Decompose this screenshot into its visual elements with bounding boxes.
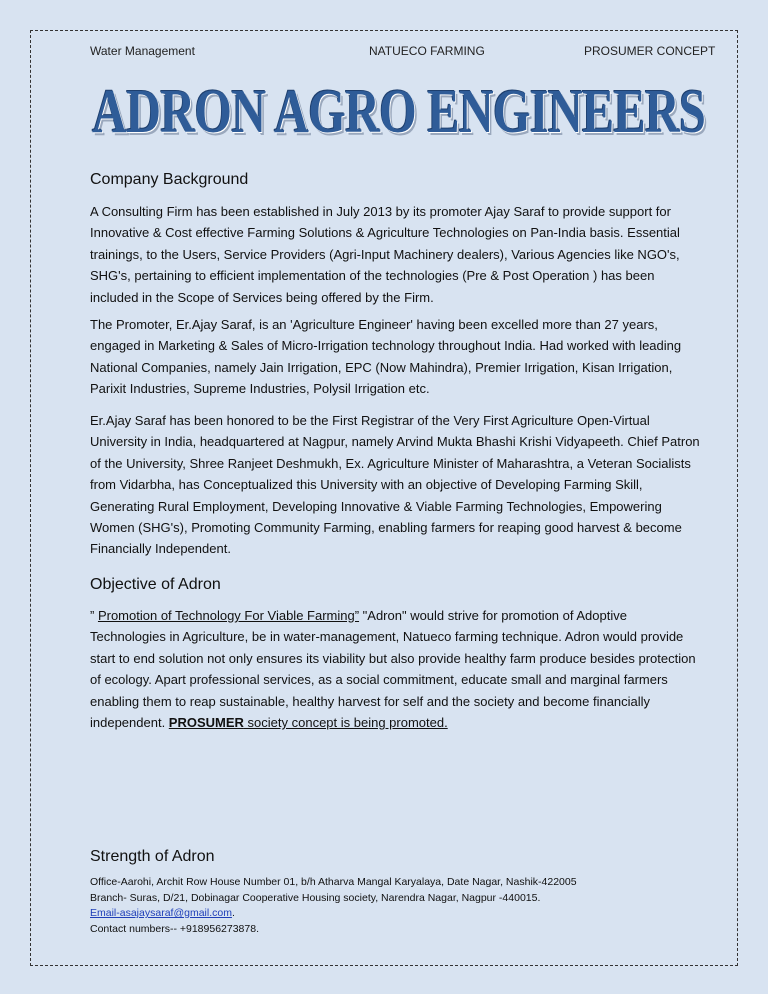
email-tail: . [231, 907, 235, 919]
background-paragraph-3: Er.Ajay Saraf has been honored to be the First Registrar of the Very First Agriculture Open-Virtual University in India, headquartered at Nagpur, namely Arvind Mukta Bhashi Krishi Vidyapeeth. Chief Patron of the University, Shree Ranjeet Deshmukh, Ex. Agriculture Minister of Maharashtra, a Veteran Socialists from Vidarbha, has Conceptualized this University with an objective of Developing Farming Skill, Generating Rural Employment, Developing Innovative & Viable Farming Technologies, Empowering Women (SHG's), Promoting Community Farming, enabling farmers for reaping good harvest & become Financially Independent. [90, 413, 700, 557]
background-paragraph-1: A Consulting Firm has been established in July 2013 by its promoter Ajay Saraf to provide support for Innovative & Cost effective Farming Solutions & Agriculture Technologies on Pan-India basis. Essential trainings, to the Users, Service Providers (Agri-Input Machinery dealers), Various Agencies like NGO's, SHG's, pertaining to efficient implementation of the technologies (Pre & Post Operation ) has been included in the Scope of Services being offered by the Firm. [90, 204, 680, 305]
prosumer-tail: society concept is being promoted. [243, 715, 448, 731]
objective-tagline: Promotion of Technology For Viable Farming” [97, 608, 360, 623]
document-title: ADRON AGRO ENGINEERS [92, 78, 706, 146]
header-center: NATUECO FARMING [369, 44, 485, 58]
objective-text: "Adron" would strive for promotion of Adoptive Technologies in Agriculture, be in water-management, Natueco farming technique. Adron would provide start to end solution not only ensures its viability but also provide healthy farm produce besides protection of ecology. Apart professional services, as a social commitment, educate small and marginal farmers enabling them to reap sustainable, healthy harvest for self and the society and become financially independent. [90, 608, 696, 731]
branch-address: Branch- Suras, D/21, Dobinagar Cooperative Housing society, Narendra Nagar, Nagpur -440015. [90, 891, 541, 904]
strength-heading: Strength of Adron [90, 848, 215, 865]
contact-block [90, 875, 710, 937]
header-left: Water Management [90, 44, 195, 58]
office-address: Office-Aarohi, Archit Row House Number 01, b/h Atharva Mangal Karyalaya, Date Nagar, Nashik-422005 [90, 876, 577, 888]
objective-heading: Objective of Adron [90, 576, 221, 593]
header-right: PROSUMER CONCEPT [584, 44, 716, 58]
quote-open: ” [90, 608, 98, 623]
email-link[interactable]: Email-asajaysaraf@gmail.com [90, 907, 232, 919]
background-paragraph-2: The Promoter, Er.Ajay Saraf, is an 'Agriculture Engineer' having been excelled more than 27 years, engaged in Marketing & Sales of Micro-Irrigation technology throughout India. Had worked with leading National Companies, namely Jain Irrigation, EPC (Now Mahindra), Premier Irrigation, Kisan Irrigation, Parixit Industries, Supreme Industries, Polysil Irrigation etc. [90, 317, 682, 397]
objective-paragraph [90, 605, 702, 733]
prosumer-word: PROSUMER [168, 715, 244, 731]
background-heading: Company Background [90, 171, 249, 188]
email-line [90, 906, 710, 922]
contact-numbers: Contact numbers-- +918956273878. [90, 922, 259, 935]
